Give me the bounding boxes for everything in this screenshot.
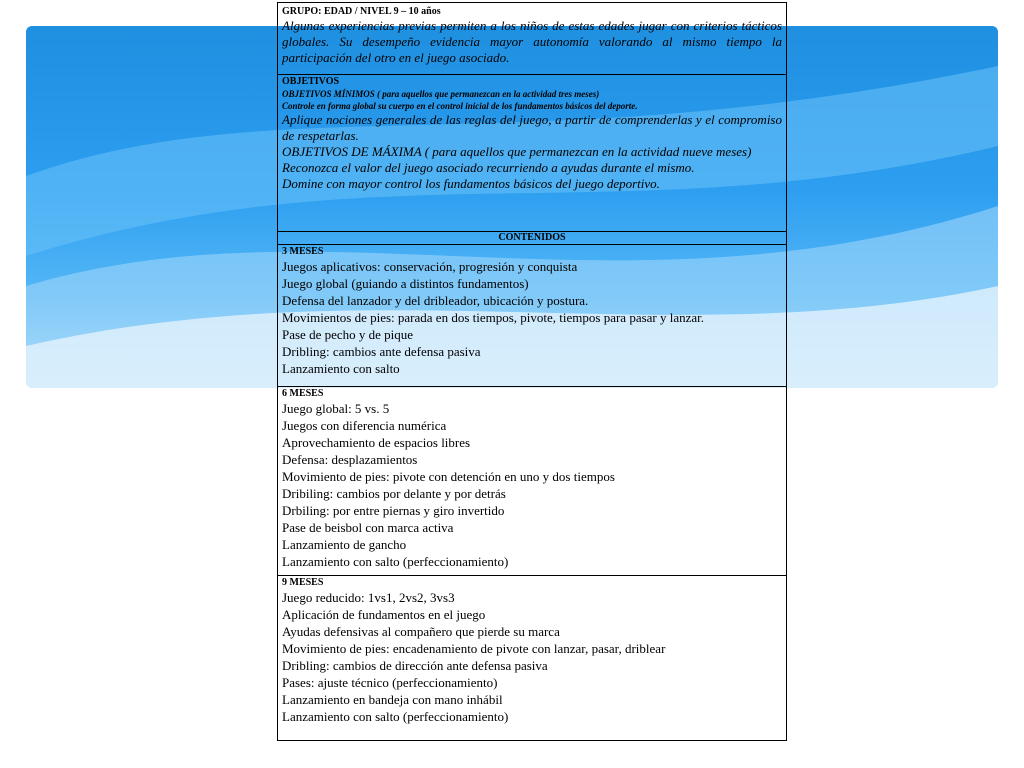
list-item: Movimientos de pies: parada en dos tiempos, pivote, tiempos para pasar y lanzar. [282, 310, 705, 325]
objective-item: Reconozca el valor del juego asociado recurriendo a ayudas durante el mismo. [282, 160, 695, 175]
list-item: Juegos aplicativos: conservación, progresión y conquista [282, 259, 578, 274]
objectives-cell [278, 75, 786, 232]
list-item: Lanzamiento de gancho [282, 537, 407, 552]
list-item: Juego global (guiando a distintos fundamentos) [282, 276, 529, 291]
list-item: Movimiento de pies: pivote con detención en uno y dos tiempos [282, 469, 615, 484]
list-item: Lanzamiento con salto (perfeccionamiento) [282, 709, 509, 724]
objectives-max-heading: OBJETIVOS DE MÁXIMA ( para aquellos que permanezcan en la actividad nueve meses) [282, 144, 752, 159]
list-item: Pases: ajuste técnico (perfeccionamiento) [282, 675, 498, 690]
nine-months-cell [278, 576, 786, 740]
objectives-min-item: Controle en forma global su cuerpo en el control inicial de los fundamentos básicos del deporte. [282, 101, 638, 111]
list-item: Dribiling: cambios por delante y por detrás [282, 486, 506, 501]
list-item: Lanzamiento en bandeja con mano inhábil [282, 692, 503, 707]
three-months-title: 3 MESES [282, 246, 324, 257]
list-item: Defensa: desplazamientos [282, 452, 418, 467]
objective-item: Domine con mayor control los fundamentos básicos del juego deportivo. [282, 176, 660, 191]
plan-table [277, 2, 787, 741]
list-item: Aplicación de fundamentos en el juego [282, 607, 486, 622]
list-item: Pase de beisbol con marca activa [282, 520, 454, 535]
contents-heading: CONTENIDOS [278, 232, 786, 245]
list-item: Dribling: cambios ante defensa pasiva [282, 344, 481, 359]
list-item: Juego reducido: 1vs1, 2vs2, 3vs3 [282, 590, 455, 605]
list-item: Juegos con diferencia numérica [282, 418, 447, 433]
six-months-title: 6 MESES [282, 388, 324, 399]
list-item: Pase de pecho y de pique [282, 327, 414, 342]
list-item: Movimiento de pies: encadenamiento de pivote con lanzar, pasar, driblear [282, 641, 666, 656]
nine-months-title: 9 MESES [282, 577, 324, 588]
three-months-cell [278, 245, 786, 387]
list-item: Ayudas defensivas al compañero que pierde su marca [282, 624, 560, 639]
list-item: Juego global: 5 vs. 5 [282, 401, 390, 416]
objective-item: Aplique nociones generales de las reglas del juego, a partir de comprenderlas y el compromiso de respetarlas. [282, 112, 782, 143]
objectives-heading: OBJETIVOS [282, 76, 340, 87]
group-description: Algunas experiencias previas permiten a los niños de estas edades jugar con criterios tácticos globales. Su desempeño evidencia mayor autonomía valorando al mismo tiempo la participación del otro en el juego asociado. [282, 18, 782, 65]
group-cell [278, 3, 786, 75]
list-item: Defensa del lanzador y del dribleador, ubicación y postura. [282, 293, 589, 308]
list-item: Aprovechamiento de espacios libres [282, 435, 471, 450]
list-item: Drbiling: por entre piernas y giro invertido [282, 503, 505, 518]
objectives-min-heading: OBJETIVOS MÍNIMOS ( para aquellos que permanezcan en la actividad tres meses) [282, 89, 600, 99]
group-title: GRUPO: EDAD / NIVEL 9 – 10 años [282, 6, 441, 17]
list-item: Lanzamiento con salto [282, 361, 400, 376]
list-item: Dribling: cambios de dirección ante defensa pasiva [282, 658, 548, 673]
list-item: Lanzamiento con salto (perfeccionamiento) [282, 554, 509, 569]
six-months-cell [278, 387, 786, 576]
